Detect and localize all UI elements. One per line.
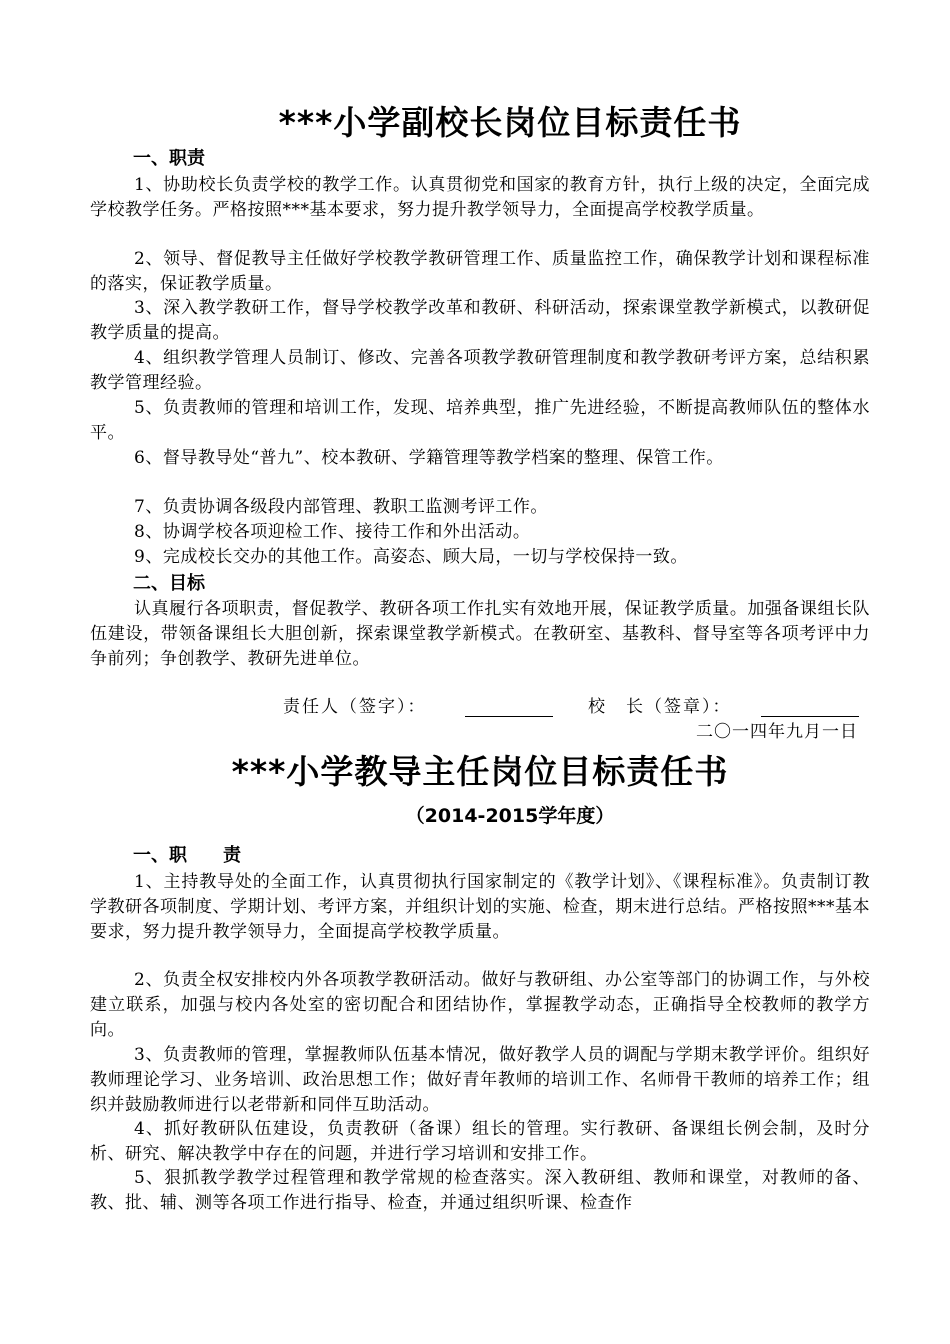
- doc1-duty-7: 7、负责协调各级段内部管理、教职工监测考评工作。: [134, 497, 548, 517]
- doc2-section1-heading: 一、职 责: [133, 845, 241, 866]
- doc1-title: ***小学副校长岗位目标责任书: [278, 103, 742, 142]
- doc2-title: ***小学教导主任岗位目标责任书: [231, 752, 729, 791]
- doc1-duty-9: 9、完成校长交办的其他工作。高姿态、顾大局，一切与学校保持一致。: [134, 547, 688, 567]
- doc2-duty-3: 3、负责教师的管理，掌握教师队伍基本情况，做好教学人员的调配与学期末教学评价。组织好教师理论学习、业务培训、政治思想工作；做好青年教师的培训工作、名师骨干教师的培养工作；组织并鼓励教师进行以老带新和同伴互助活动。: [90, 1045, 870, 1115]
- doc2-duty-5: 5、狠抓教学教学过程管理和教学常规的检查落实。深入教研组、教师和课堂，对教师的备、教、批、辅、测等各项工作进行指导、检查，并通过组织听课、检查作: [90, 1168, 870, 1213]
- doc1-duty-2: 2、领导、督促教导主任做好学校教学教研管理工作、质量监控工作，确保教学计划和课程标准的落实，保证教学质量。: [90, 249, 870, 294]
- responsible-signature-label: 责任人（签字）：: [283, 697, 427, 717]
- doc2-duty-1: 1、主持教导处的全面工作，认真贯彻执行国家制定的《教学计划》、《课程标准》。负责制订教学教研各项制度、学期计划、考评方案，并组织计划的实施、检查，期末进行总结。严格按照***基本要求，努力提升教学领导力，全面提高学校教学质量。: [90, 872, 870, 942]
- doc1-duty-8: 8、协调学校各项迎检工作、接待工作和外出活动。: [134, 522, 531, 542]
- principal-seal-line: [761, 716, 859, 717]
- doc1-duty-5: 5、负责教师的管理和培训工作，发现、培养典型，推广先进经验，不断提高教师队伍的整体水平。: [90, 398, 870, 443]
- doc1-goal: 认真履行各项职责，督促教学、教研各项工作扎实有效地开展，保证教学质量。加强备课组长队伍建设，带领备课组长大胆创新，探索课堂教学新模式。在教研室、基教科、督导室等各项考评中力争前列；争创教学、教研先进单位。: [90, 599, 870, 669]
- responsible-signature-line: [465, 716, 553, 717]
- signing-date: 二〇一四年九月一日: [696, 722, 858, 742]
- doc1-duty-4: 4、组织教学管理人员制订、修改、完善各项教学教研管理制度和教学教研考评方案，总结积累教学管理经验。: [90, 348, 870, 393]
- doc1-duty-6: 6、督导教导处“普九”、校本教研、学籍管理等教学档案的整理、保管工作。: [134, 448, 724, 468]
- doc2-duty-4: 4、抓好教研队伍建设，负责教研（备课）组长的管理。实行教研、备课组长例会制，及时分析、研究、解决教学中存在的问题，并进行学习培训和安排工作。: [90, 1119, 870, 1164]
- signature-row: [283, 694, 863, 720]
- doc2-subtitle: （2014-2015学年度）: [405, 805, 615, 827]
- doc1-duty-3: 3、深入教学教研工作，督导学校教学改革和教研、科研活动，探索课堂教学新模式，以教研促教学质量的提高。: [90, 298, 870, 343]
- doc1-duty-1: 1、协助校长负责学校的教学工作。认真贯彻党和国家的教育方针，执行上级的决定，全面完成学校教学任务。严格按照***基本要求，努力提升教学领导力，全面提高学校教学质量。: [90, 175, 870, 220]
- doc2-duty-2: 2、负责全权安排校内外各项教学教研活动。做好与教研组、办公室等部门的协调工作，与外校建立联系，加强与校内各处室的密切配合和团结协作，掌握教学动态，正确指导全校教师的教学方向。: [90, 970, 870, 1040]
- doc1-section1-heading: 一、职责: [133, 148, 205, 169]
- principal-seal-label: 校 长（签章）：: [588, 697, 732, 717]
- doc1-section2-heading: 二、目标: [133, 573, 205, 594]
